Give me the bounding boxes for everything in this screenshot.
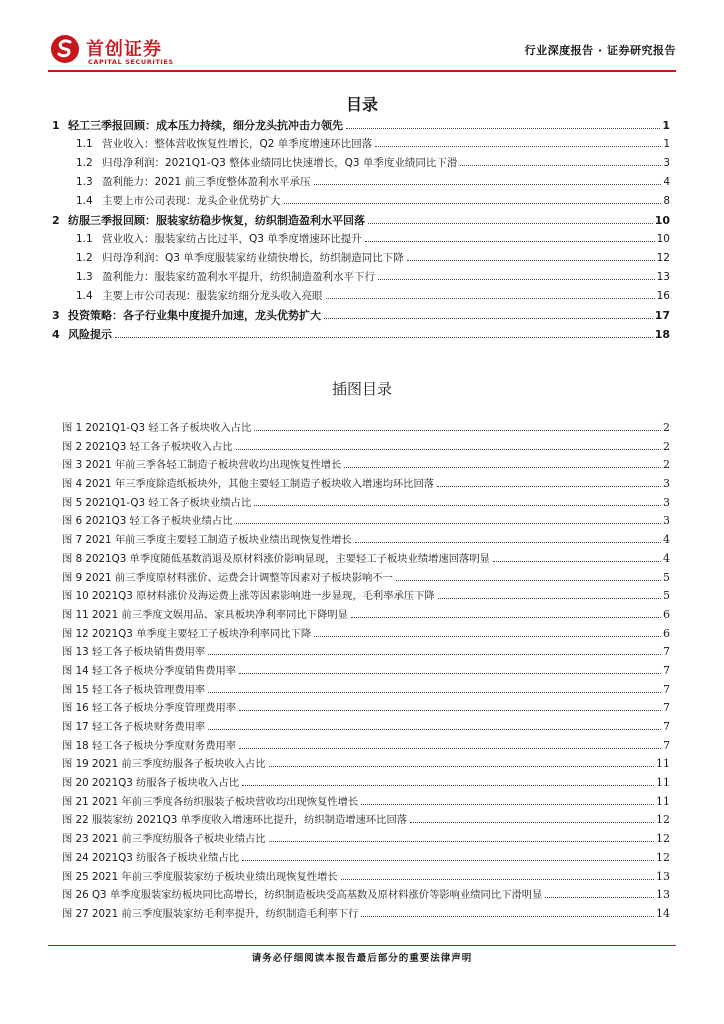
figure-entry-label: 图 6 2021Q3 轻工各子板块业绩占比 [62,515,233,528]
figure-entry-page: 14 [656,906,670,920]
toc-entry[interactable] [52,306,670,325]
figure-entry-page: 6 [663,607,670,621]
toc-entry-number: 1.2 [76,252,93,264]
toc-entry-text: 主要上市公司表现：龙头企业优势扩大 [102,195,281,207]
figure-entry-page: 5 [663,589,670,603]
toc-title: 目录 [345,95,378,114]
dot-leader [378,278,655,280]
toc-entry-page: 18 [654,328,670,341]
figure-entry[interactable] [62,419,670,438]
figure-entry-label: 图 26 Q3 单季度服装家纺板块同比高增长，纺织制造板块受高基数及原材料涨价等影响业绩同比下滑明显 [62,889,543,902]
brand-name-cn: 首创证券 [86,39,162,60]
figure-entry-label: 图 23 2021 前三季度纺服各子板块业绩占比 [62,833,266,846]
figure-entry[interactable] [62,494,670,513]
figure-entry-page: 13 [656,869,670,883]
figure-entry-page: 7 [663,701,670,715]
figure-entry[interactable] [62,438,670,457]
figure-entry-page: 13 [656,888,670,902]
dot-leader [437,485,661,487]
dot-leader [545,896,654,898]
figure-entry-page: 2 [663,439,670,453]
figure-entry-label: 图 10 2021Q3 原材料涨价及海运费上涨等因素影响进一步显现，毛利率承压下降 [62,590,435,603]
toc-entry-page: 13 [656,271,670,283]
figure-entry[interactable] [62,718,670,737]
dot-leader [208,691,661,693]
figures-toc-title: 插图目录 [331,380,392,398]
dot-leader [375,145,661,147]
dot-leader [239,709,661,711]
company-logo [48,30,228,68]
dot-leader [341,878,654,880]
toc-entry[interactable] [52,287,670,306]
toc-entry-text: 主要上市公司表现：服装家纺细分龙头收入亮眼 [102,290,323,302]
figure-entry-label: 图 15 轻工各子板块管理费用率 [62,683,206,696]
figure-entry-page: 12 [656,813,670,827]
toc-entry[interactable] [52,268,670,287]
toc-entry-text: 营业收入：服装家纺占比过半，Q3 单季度增速环比提升 [102,233,362,245]
dot-leader [242,784,654,786]
toc-entry-label [76,230,362,249]
toc-entry-number: 1.4 [76,290,93,302]
dot-leader [284,202,662,204]
figure-entry[interactable] [62,793,670,812]
toc-entry-page: 16 [656,290,670,302]
dot-leader [346,127,660,129]
dot-leader [344,466,661,468]
toc-entry-page: 17 [654,309,670,322]
toc-entry-page: 8 [663,195,670,207]
figure-entry-page: 12 [656,850,670,864]
figure-entry-label: 图 22 服装家纺 2021Q3 单季度收入增速环比提升，纺织制造增速环比回落 [62,814,408,827]
dot-leader [355,541,661,543]
figure-entry[interactable] [62,755,670,774]
figure-entry[interactable] [62,662,670,681]
dot-leader [326,297,655,299]
figure-entry[interactable] [62,905,670,924]
legal-disclaimer-footer: 请务必仔细阅读本报告最后部分的重要法律声明 [251,953,473,964]
capital-securities-logo-icon [50,34,80,64]
dot-leader [269,840,654,842]
figure-entry[interactable] [62,830,670,849]
dot-leader [239,672,661,674]
figure-entry-page: 11 [656,794,670,808]
dot-leader [410,821,654,823]
toc-entry-text: 归母净利润：Q3 单季度服装家纺业绩快增长，纺织制造同比下降 [102,252,404,264]
toc-entry[interactable] [52,192,670,211]
dot-leader [314,635,661,637]
figure-entry[interactable] [62,587,670,606]
dot-leader [460,164,661,166]
figure-entry-page: 5 [663,570,670,584]
toc-entry-page: 1 [662,119,670,132]
toc-entry-number: 3 [52,309,60,322]
toc-entry-label [52,325,112,344]
figure-entry-page: 3 [663,495,670,509]
toc-entry-text: 投资策略：各子行业集中度提升加速，龙头优势扩大 [68,309,321,322]
toc-entry-page: 4 [663,176,670,188]
toc-entry-number: 1.1 [76,138,93,150]
toc-entry-page: 12 [656,252,670,264]
figure-entry[interactable] [62,886,670,905]
figure-entry[interactable] [62,811,670,830]
report-type-label: 行业深度报告 · 证券研究报告 [524,44,676,57]
figure-entry-page: 7 [663,682,670,696]
toc-entry[interactable] [52,116,670,135]
figure-entry-label: 图 4 2021 年三季度除造纸板块外，其他主要轻工制造子板块收入增速均环比回落 [62,478,435,491]
figure-entry-label: 图 8 2021Q3 单季度随低基数消退及原材料涨价影响显现，主要轻工子板块业绩增速回落明显 [62,552,490,565]
dot-leader [239,747,661,749]
toc-entry-text: 纺服三季报回顾：服装家纺稳步恢复，纺织制造盈利水平回落 [68,214,365,227]
figure-entry-label: 图 1 2021Q1-Q3 轻工各子板块收入占比 [62,422,252,434]
figure-entry-label: 图 13 轻工各子板块销售费用率 [62,646,206,659]
toc-entry[interactable] [52,154,670,173]
toc-entry-label [52,116,343,135]
figure-entry-page: 6 [663,626,670,640]
figure-entry[interactable] [62,625,670,644]
dot-leader [365,240,655,242]
toc-entry-number: 1.1 [76,233,93,245]
brand-name-en: CAPITAL SECURITIES [88,58,174,66]
figure-entry-label: 图 7 2021 年前三季度主要轻工制造子板块业绩出现恢复性增长 [62,534,352,547]
figure-entry-label: 图 19 2021 前三季度纺服各子板块收入占比 [62,758,266,771]
toc-entry-label [52,211,365,230]
figure-entry-label: 图 27 2021 前三季度服装家纺毛利率提升，纺织制造毛利率下行 [62,907,359,920]
dot-leader [254,429,661,431]
toc-entry-number: 2 [52,214,60,227]
dot-leader [368,222,653,224]
toc-entry-text: 营业收入：整体营收恢复性增长，Q2 单季度增速环比回落 [102,138,373,150]
toc-entry[interactable] [52,135,670,154]
figure-entry[interactable] [62,868,670,887]
figure-entry[interactable] [62,643,670,662]
toc-entry[interactable] [52,211,670,230]
toc-entry-label [76,135,372,154]
toc-entry-text: 盈利能力：2021 前三季度整体盈利水平承压 [102,176,311,188]
figure-entry-page: 3 [663,514,670,528]
toc-entry-label [76,287,323,306]
figure-entry[interactable] [62,475,670,494]
dot-leader [438,597,661,599]
figure-entry-page: 7 [663,738,670,752]
toc-entry-number: 1.2 [76,157,93,169]
toc-entry-page: 3 [663,157,670,169]
dot-leader [269,765,654,767]
dot-leader [208,728,661,730]
toc-entry-number: 1 [52,119,60,132]
toc-entry-page: 1 [663,138,670,150]
figure-entry[interactable] [62,456,670,475]
figure-entry-page: 2 [663,421,670,434]
figure-entry-label: 图 18 轻工各子板块分季度财务费用率 [62,739,237,752]
header-divider [48,70,676,72]
toc-entry-label [76,173,311,192]
figure-entry-page: 2 [663,458,670,472]
dot-leader [236,448,662,450]
toc-entry-label [76,249,404,268]
figure-entry-label: 图 11 2021 前三季度文娱用品、家具板块净利率同比下降明显 [62,608,348,621]
figure-entry-page: 7 [663,720,670,733]
figure-entry-page: 4 [663,551,670,565]
figure-entry[interactable] [62,681,670,700]
toc-entry-number: 1.3 [76,271,93,283]
figure-entry-page: 7 [663,663,670,677]
figure-entry-label: 图 3 2021 年前三季各轻工制造子板块营收均出现恢复性增长 [62,459,342,472]
page-header [48,30,676,70]
toc-entry-page: 10 [654,214,670,227]
dot-leader [242,859,654,861]
figure-entry[interactable] [62,737,670,756]
dot-leader [361,915,654,917]
figure-entry-page: 11 [656,776,670,790]
figure-entry[interactable] [62,512,670,531]
figure-entry-page: 11 [656,757,670,771]
figure-entry[interactable] [62,774,670,793]
toc-entry-number: 1.4 [76,195,93,207]
dot-leader [115,336,653,338]
figure-entry-label: 图 24 2021Q3 纺服各子板块业绩占比 [62,851,240,864]
table-of-contents [52,116,670,344]
toc-entry-label [76,268,375,287]
toc-entry-number: 1.3 [76,176,93,188]
dot-leader [236,522,662,524]
dot-leader [396,579,661,581]
toc-entry-text: 轻工三季报回顾：成本压力持续，细分龙头抗冲击力领先 [68,119,343,132]
figure-entry[interactable] [62,849,670,868]
figure-entry[interactable] [62,550,670,569]
dot-leader [208,653,661,655]
dot-leader [361,803,654,805]
figure-entry-label: 图 14 轻工各子板块分季度销售费用率 [62,664,237,677]
toc-entry-page: 10 [656,233,670,245]
figure-entry[interactable] [62,699,670,718]
toc-entry-number: 4 [52,328,60,341]
figure-entry[interactable] [62,531,670,550]
figure-entry-label: 图 2 2021Q3 轻工各子板块收入占比 [62,440,233,453]
toc-entry[interactable] [52,230,670,249]
footer-divider [48,945,676,946]
figure-entry[interactable] [62,569,670,588]
figure-entry-label: 图 12 2021Q3 单季度主要轻工子板块净利率同比下降 [62,627,312,640]
toc-entry-text: 归母净利润：2021Q1-Q3 整体业绩同比快速增长，Q3 单季度业绩同比下滑 [102,157,458,169]
figure-entry-page: 3 [663,477,670,491]
figures-list [62,419,670,924]
figure-entry-page: 7 [663,645,670,659]
figure-entry-label: 图 25 2021 年前三季度服装家纺子板块业绩出现恢复性增长 [62,870,338,883]
toc-entry-text: 风险提示 [68,328,112,341]
figure-entry-label: 图 5 2021Q1-Q3 轻工各子板块业绩占比 [62,496,252,509]
figure-entry-label: 图 9 2021 前三季度原材料涨价、运费会计调整等因素对子板块影响不一 [62,571,393,584]
figure-entry-label: 图 17 轻工各子板块财务费用率 [62,721,206,733]
toc-entry[interactable] [52,249,670,268]
toc-entry[interactable] [52,173,670,192]
figure-entry-page: 12 [656,832,670,846]
toc-entry-label [76,192,281,211]
toc-entry-text: 盈利能力：服装家纺盈利水平提升，纺织制造盈利水平下行 [102,271,375,283]
figure-entry-label: 图 20 2021Q3 纺服各子板块收入占比 [62,777,240,790]
figure-entry[interactable] [62,606,670,625]
dot-leader [407,259,655,261]
dot-leader [351,616,661,618]
toc-entry[interactable] [52,325,670,344]
dot-leader [324,317,653,319]
figure-entry-label: 图 16 轻工各子板块分季度管理费用率 [62,702,237,715]
dot-leader [254,504,661,506]
dot-leader [314,183,662,185]
toc-entry-label [52,306,321,325]
figure-entry-page: 4 [663,533,670,547]
dot-leader [493,560,661,562]
toc-entry-label [76,154,457,173]
figure-entry-label: 图 21 2021 年前三季度各纺织服装子板块营收均出现恢复性增长 [62,795,359,808]
